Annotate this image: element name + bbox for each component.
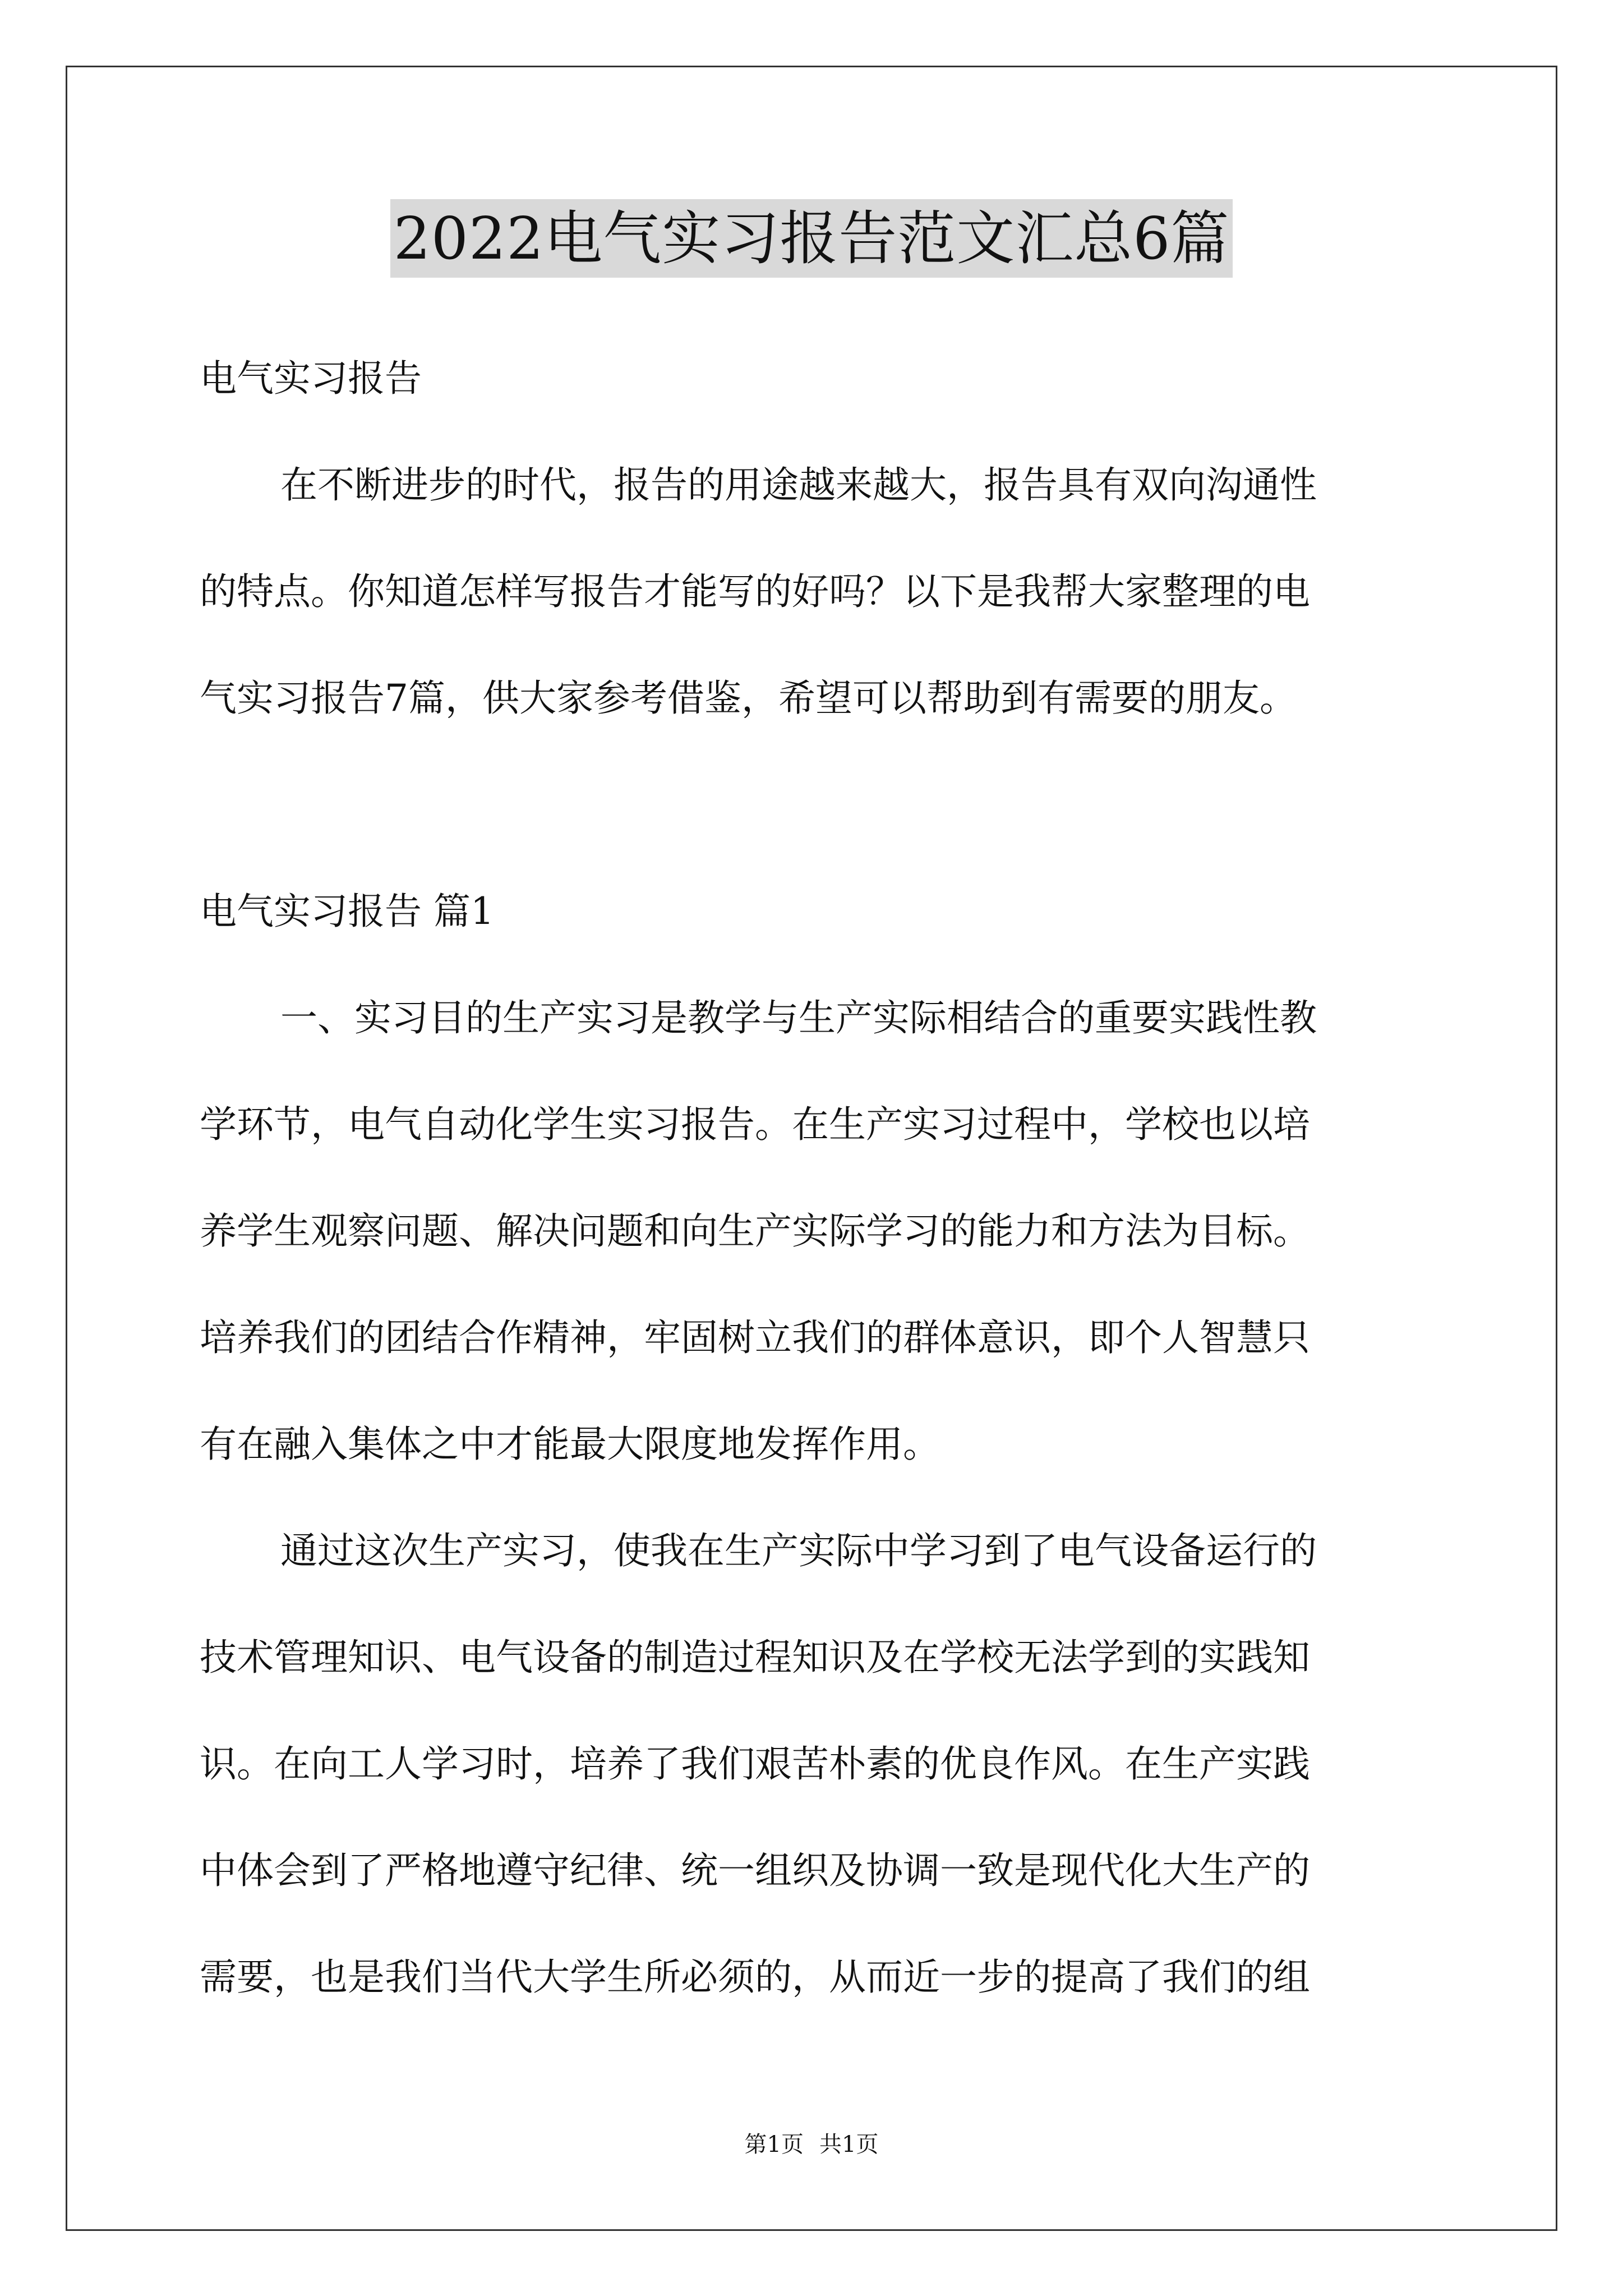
page-footer bbox=[0, 2129, 1623, 2160]
paragraph-line: 学环节，电气自动化学生实习报告。在生产实习过程中，学校也以培 bbox=[200, 1103, 1310, 1146]
paragraph-line: 在不断进步的时代，报告的用途越来越大，报告具有双向沟通性 bbox=[280, 463, 1317, 507]
paragraph-line: 养学生观察问题、解决问题和向生产实际学习的能力和方法为目标。 bbox=[200, 1209, 1310, 1253]
paragraph-line: 培养我们的团结合作精神，牢固树立我们的群体意识，即个人智慧只 bbox=[200, 1316, 1310, 1359]
paragraph-line: 需要，也是我们当代大学生所必须的，从而近一步的提高了我们的组 bbox=[200, 1955, 1310, 1999]
section-heading: 电气实习报告 篇1 bbox=[200, 890, 494, 933]
paragraph-line: 通过这次生产实习，使我在生产实际中学习到了电气设备运行的 bbox=[280, 1529, 1317, 1572]
paragraph-line: 有在融入集体之中才能最大限度地发挥作用。 bbox=[200, 1423, 940, 1466]
paragraph-line: 的特点。你知道怎样写报告才能写的好吗？以下是我帮大家整理的电 bbox=[200, 570, 1310, 613]
page-number: 第1页 bbox=[744, 2132, 804, 2157]
title-container bbox=[0, 199, 1623, 278]
paragraph-line: 气实习报告7篇，供大家参考借鉴，希望可以帮助到有需要的朋友。 bbox=[200, 677, 1297, 720]
intro-heading: 电气实习报告 bbox=[200, 357, 422, 400]
page-total: 共1页 bbox=[819, 2132, 879, 2157]
paragraph-line: 一、实习目的生产实习是教学与生产实际相结合的重要实践性教 bbox=[280, 996, 1317, 1039]
paragraph-line: 识。在向工人学习时，培养了我们艰苦朴素的优良作风。在生产实践 bbox=[200, 1742, 1310, 1786]
paragraph-line: 技术管理知识、电气设备的制造过程知识及在学校无法学到的实践知 bbox=[200, 1636, 1310, 1679]
document-title: 2022电气实习报告范文汇总6篇 bbox=[390, 199, 1233, 278]
paragraph-line: 中体会到了严格地遵守纪律、统一组织及协调一致是现代化大生产的 bbox=[200, 1849, 1310, 1892]
